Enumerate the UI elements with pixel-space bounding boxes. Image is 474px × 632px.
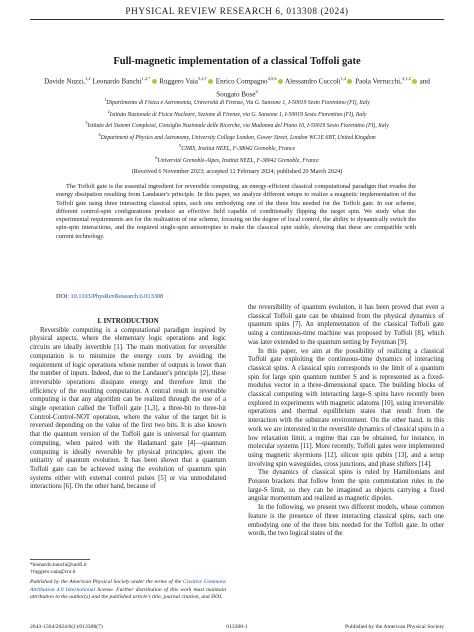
footer-page-number: 013308-1 bbox=[226, 624, 248, 630]
abstract bbox=[56, 183, 416, 241]
affiliation-text: Dipartimento di Fisica e Astronomia, Università di Firenze, Via G. Sansone 1, I-50019 Sesto Fiorentino (FI), Italy bbox=[106, 99, 370, 106]
journal-header: PHYSICAL REVIEW RESEARCH 6, 013308 (2024) bbox=[125, 6, 349, 16]
footer-issn: 2643-1564/2024/6(1)/013308(7) bbox=[30, 624, 103, 630]
affiliation bbox=[28, 154, 446, 166]
author-name: Davide Nuzzi, bbox=[44, 77, 86, 86]
doi-line bbox=[56, 293, 163, 300]
right-paragraph-4: In the following, we present two different models, whose common feature is the presence of three interacting classical spins, each one embodying one of the three bits needed for the Toffoli gate. In other words, the two logical states of the bbox=[248, 504, 444, 538]
received-dates: (Received 6 November 2023; accepted 12 February 2024; published 20 March 2024) bbox=[131, 168, 343, 175]
intro-paragraph: Reversible computing is a computational paradigm inspired by physical aspects, where the elementary logic operations and logic circuits are ideally invertible [1]. The main motivation for reversible computation is to minimize the energy costs by avoiding the requirement of logic operations whose number of outputs is lower than the number of inputs. Indeed, due to the Landauer's principle [2], these irreversible operations dissipate energy and therefore limit the efficiency of the resulting computation. A central result in reversible computing is that any algorithm can be realized through the use of a single operation called the Toffoli gate [1,3], a three-bit to three-bit Control-Control-NOT operation, where the value of the target bit is reversed depending on the value of the first two bits. It is also known that the quantum version of the Toffoli gate is universal for quantum computing, when paired with the Hadamard gate [4]—quantum computing is ideally reversible by physical principles, given the unitarity of quantum evolution. It has been shown that a quantum Toffoli gate can be achieved using the evolution of quantum spin systems either with external control pulses [5] or via unmodulated interactions [6]. On the other hand, because of bbox=[30, 326, 226, 491]
affiliation-text: Istituto Nazionale di Fisica Nucleare, Sezione di Firenze, via G. Sansone 1, I-50019 Sesto Fiorentino (FI), Italy bbox=[109, 111, 367, 118]
footnote-email-1[interactable]: *leonardo.banchi@unifi.it bbox=[30, 562, 87, 568]
affiliation bbox=[28, 131, 446, 143]
right-paragraph-3: The dynamics of classical spins is ruled by Hamiltonians and Poisson brackets that follow from the spin commutation rules in the large-S limit, so they can be imagined as objects carrying a fixed angular momentum and realized as magnetic dipoles. bbox=[248, 469, 444, 503]
doi-link[interactable]: 10.1103/PhysRevResearch.6.013308 bbox=[70, 293, 164, 300]
affiliation-marker: 3 bbox=[85, 120, 88, 125]
footnote-email-2[interactable]: †ruggero.vaia@cnr.it bbox=[30, 569, 76, 575]
affiliation-marker: 2 bbox=[107, 108, 110, 114]
affiliation-text: Department of Physics and Astronomy, University College London, Gower Street, London WC1E 6BT, United Kingdom bbox=[100, 134, 376, 141]
footer-publisher: Published by the American Physical Society bbox=[345, 624, 444, 630]
affiliation-text: Université Grenoble-Alpes, Institut NEEL, F-38042 Grenoble, France bbox=[157, 157, 319, 164]
author-affiliation-marker: 1,2 bbox=[85, 76, 91, 81]
orcid-icon[interactable] bbox=[347, 79, 352, 84]
author-name: Paola Verrucchi, bbox=[355, 77, 402, 86]
cc-license-link[interactable]: Creative Commons Attribution 4.0 International bbox=[30, 579, 226, 593]
affiliation-text: CNRS, Institut NEEL, F-38042 Grenoble, France bbox=[181, 145, 296, 152]
affiliation-marker: 6 bbox=[155, 154, 158, 160]
author-name: Alessandro Cuccoli bbox=[284, 77, 341, 86]
right-column bbox=[248, 304, 444, 539]
doi-label: DOI: bbox=[56, 293, 69, 300]
affiliation bbox=[28, 96, 446, 108]
publication-note bbox=[30, 579, 226, 602]
author-affiliation-marker: 1,2 bbox=[340, 76, 347, 81]
author-name: Enrico Compagno bbox=[215, 77, 268, 86]
orcid-icon[interactable] bbox=[152, 79, 157, 84]
orcid-icon[interactable] bbox=[278, 79, 283, 84]
author-affiliation-marker: 3,1,2 bbox=[401, 76, 411, 81]
left-column bbox=[30, 318, 226, 492]
affiliation bbox=[28, 119, 446, 131]
affiliation-text: Istituto dei Sistemi Complessi, Consiglio Nazionale delle Ricerche, via Madonna del Piano 10, I-50019 Sesto Fiorentino (FI), Italy bbox=[87, 122, 389, 129]
affiliation-marker: 4 bbox=[98, 131, 101, 137]
author-name: and Sougato Bose bbox=[216, 77, 430, 99]
abstract-text: The Toffoli gate is the essential ingredient for reversible computing, an energy-efficient classical computational paradigm that evades the energy dissipation resulting from Landauer's principle. In this paper, we analyze different setups to realize a magnetic implementation of the Toffoli gate using three interacting classical spins, each one embodying one of the three bits needed for the Toffoli gate. In our scheme, different control-spin configurations produce an effective field capable of conditionally flipping the target spin. We study what the experimental requirements are for the realization of our scheme, focusing on the degree of local control, the ability to dynamically switch the spin-spin interactions, and the required single-spin anisotropies to make the classical spin stable, showing that these are compatible with current technology. bbox=[56, 183, 416, 240]
author-affiliation-marker: 5,2,† bbox=[197, 76, 207, 81]
author-affiliation-marker: 1,2,* bbox=[141, 76, 151, 81]
author-affiliation-marker: 4 bbox=[255, 88, 258, 94]
header-rule bbox=[30, 19, 444, 20]
author-affiliation-marker: 4,5,6 bbox=[267, 76, 277, 81]
right-paragraph-2: In this paper, we aim at the possibility of realizing a classical Toffoli gate exploiting the continuous-time dynamics of interacting classical spins. A classical spin corresponds to the limit of a quantum spin for large spin quantum number S and is represented as a fixed-modulus vector in a three-dimensional space. The building blocks of classical computing with interacting large-S spins have recently been explored in experiments with magnetic adatoms [10], using irreversible operations and thermal equilibrium states that result from the interaction with the substrate environment. On the other hand, in this work we are interested in the reversible dynamics of classical spins in a low relaxation limit, a regime that can be obtained, for instance, in molecular systems [11]. More recently, Toffoli gates were implemented using magnetic skyrmions [12], silicon spin qubits [13], and a setup involving spin waveguides, cross junctions, and phase shifters [14]. bbox=[248, 347, 444, 468]
pubnote-text-a: Published by the American Physical Society under the terms of the bbox=[30, 579, 182, 585]
affiliation bbox=[28, 108, 446, 120]
author-name: Ruggero Vaia bbox=[159, 77, 198, 86]
paper-title: Full-magnetic implementation of a classical Toffoli gate bbox=[113, 56, 361, 67]
pubnote-text-b: license. Further distribution of this work must maintain attribution to the author(s) and the published article's title, journal citation, and DOI. bbox=[30, 586, 226, 601]
affiliation bbox=[28, 142, 446, 154]
affiliation-marker: 1 bbox=[104, 97, 107, 102]
right-paragraph-1: the reversibility of quantum evolution, it has been proved that even a classical Toffoli gate can be obtained from the physical dynamics of quantum spins [7]. An implementation of the classical Toffoli gate using a continuous-time machine was proposed by Toffoli [8], which was later extended to the quantum setting by Feynman [9]. bbox=[248, 304, 444, 346]
orcid-icon[interactable] bbox=[412, 79, 417, 84]
footnote-rule bbox=[30, 559, 90, 560]
author-name: Leonardo Banchi bbox=[92, 77, 142, 86]
affiliation-list bbox=[28, 96, 446, 165]
section-heading: I. INTRODUCTION bbox=[97, 318, 159, 325]
affiliation-marker: 5 bbox=[178, 143, 182, 148]
orcid-icon[interactable] bbox=[208, 79, 213, 84]
